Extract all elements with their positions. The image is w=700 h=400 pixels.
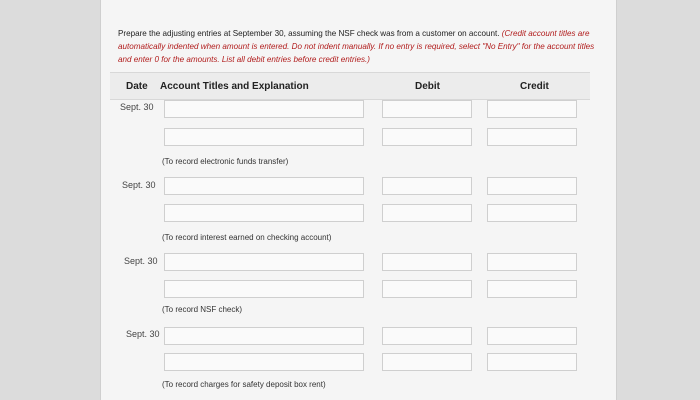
entry-3-line-2-debit-input[interactable] bbox=[382, 280, 472, 298]
entry-4-line-1-debit-input[interactable] bbox=[382, 327, 472, 345]
entry-2-note: (To record interest earned on checking account) bbox=[162, 233, 332, 242]
entry-3-line-2-account-input[interactable] bbox=[164, 280, 364, 298]
entry-3-line-1-credit-input[interactable] bbox=[487, 253, 577, 271]
entry-4-line-1-credit-input[interactable] bbox=[487, 327, 577, 345]
instructions-italic: (Credit account titles are automatically indented when amount is entered. Do not indent manually. If no entry is required, select "No Entry" for the account titles and enter 0 for the amounts. List all debit entries before credit entries.) bbox=[118, 29, 595, 64]
entry-3-note: (To record NSF check) bbox=[162, 305, 243, 314]
entry-2-line-2-debit-input[interactable] bbox=[382, 204, 472, 222]
entry-2-line-1-account-input[interactable] bbox=[164, 177, 364, 195]
entry-3-line-1-account-input[interactable] bbox=[164, 253, 364, 271]
entry-3-date: Sept. 30 bbox=[124, 256, 158, 266]
table-header bbox=[110, 72, 590, 100]
entry-1-line-2-credit-input[interactable] bbox=[487, 128, 577, 146]
entry-4-note: (To record charges for safety deposit box rent) bbox=[162, 380, 326, 389]
header-date: Date bbox=[126, 81, 148, 92]
entry-1-line-1-account-input[interactable] bbox=[164, 100, 364, 118]
entry-1-date: Sept. 30 bbox=[120, 102, 154, 112]
entry-2-line-2-credit-input[interactable] bbox=[487, 204, 577, 222]
entry-4-date: Sept. 30 bbox=[126, 329, 160, 339]
entry-1-line-1-debit-input[interactable] bbox=[382, 100, 472, 118]
entry-1-line-1-credit-input[interactable] bbox=[487, 100, 577, 118]
entry-4-line-2-credit-input[interactable] bbox=[487, 353, 577, 371]
entry-2-line-2-account-input[interactable] bbox=[164, 204, 364, 222]
header-credit: Credit bbox=[520, 81, 549, 92]
entry-2-line-1-debit-input[interactable] bbox=[382, 177, 472, 195]
entry-2-date: Sept. 30 bbox=[122, 180, 156, 190]
entry-1-line-2-debit-input[interactable] bbox=[382, 128, 472, 146]
entry-4-line-2-debit-input[interactable] bbox=[382, 353, 472, 371]
header-account: Account Titles and Explanation bbox=[160, 81, 309, 92]
header-debit: Debit bbox=[415, 81, 440, 92]
entry-1-note: (To record electronic funds transfer) bbox=[162, 157, 289, 166]
entry-3-line-1-debit-input[interactable] bbox=[382, 253, 472, 271]
instructions-text bbox=[118, 27, 598, 66]
entry-1-line-2-account-input[interactable] bbox=[164, 128, 364, 146]
entry-2-line-1-credit-input[interactable] bbox=[487, 177, 577, 195]
entry-4-line-2-account-input[interactable] bbox=[164, 353, 364, 371]
instructions-plain: Prepare the adjusting entries at September 30, assuming the NSF check was from a customer on account. bbox=[118, 29, 500, 38]
entry-4-line-1-account-input[interactable] bbox=[164, 327, 364, 345]
entry-3-line-2-credit-input[interactable] bbox=[487, 280, 577, 298]
